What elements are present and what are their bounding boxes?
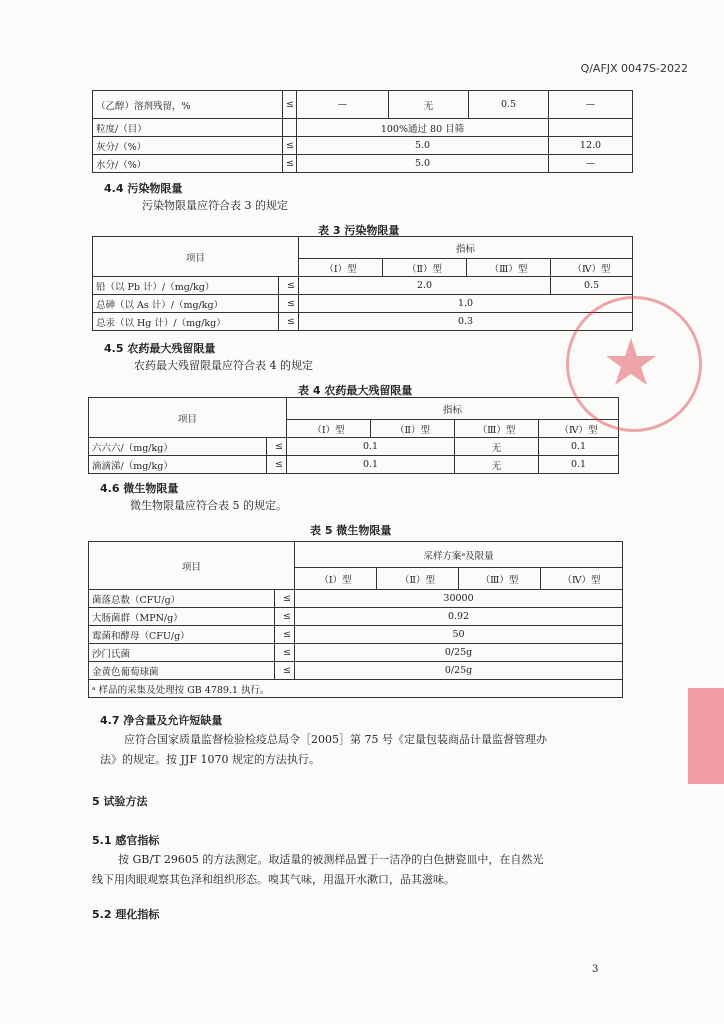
table-caption: 表 3 污染物限量 (318, 224, 400, 237)
row-item: 粒度/（目） (93, 119, 283, 137)
table-row (93, 119, 633, 137)
le-sign: ≤ (279, 313, 299, 331)
type-header: （Ⅲ）型 (455, 420, 539, 438)
row-item: 铅（以 Pb 计）/（mg/kg） (93, 277, 279, 295)
paragraph: 法》的规定。按 JJF 1070 规定的方法执行。 (100, 753, 320, 766)
type-header: （Ⅳ）型 (551, 259, 633, 277)
seal-fragment-icon (688, 688, 724, 784)
section-title: 4.5 农药最大残留限量 (104, 342, 216, 355)
row-item: 霉菌和酵母（CFU/g） (89, 626, 275, 644)
header-item: 项目 (93, 237, 299, 277)
row-item: 六六六/（mg/kg） (89, 438, 267, 456)
table-row (93, 277, 633, 295)
row-item: 大肠菌群（MPN/g） (89, 608, 275, 626)
cell-value: 0.1 (539, 438, 619, 456)
paragraph: 按 GB/T 29605 的方法测定。取适量的被测样品置于一洁净的白色搪瓷皿中，在自然光 (118, 853, 544, 866)
cell-value: 0.5 (469, 91, 549, 119)
le-sign: ≤ (279, 277, 299, 295)
header-item: 项目 (89, 542, 295, 590)
cell-value: 50 (295, 626, 623, 644)
row-item: 沙门氏菌 (89, 644, 275, 662)
row-item: 总汞（以 Hg 计）/（mg/kg） (93, 313, 279, 331)
le-sign: ≤ (279, 295, 299, 313)
cell-value: 12.0 (549, 137, 633, 155)
table-row (89, 644, 623, 662)
cell-value: 5.0 (297, 137, 549, 155)
table-3 (92, 236, 633, 331)
row-item: （乙醇）溶剂残留，% (93, 91, 283, 119)
row-item: 水分/（%） (93, 155, 283, 173)
cell-value: 0/25g (295, 644, 623, 662)
type-header: （Ⅲ）型 (467, 259, 551, 277)
type-header: （Ⅰ）型 (287, 420, 371, 438)
table-row (93, 137, 633, 155)
cell-value: — (549, 155, 633, 173)
top-table (92, 90, 633, 173)
paragraph: 线下用肉眼观察其色泽和组织形态。嗅其气味，用温开水漱口，品其滋味。 (92, 873, 455, 886)
table-row (89, 456, 619, 474)
type-header: （Ⅱ）型 (383, 259, 467, 277)
type-header: （Ⅳ）型 (541, 568, 623, 590)
cell-value: 100%通过 80 目筛 (297, 119, 549, 137)
table-caption: 表 4 农药最大残留限量 (298, 384, 413, 397)
cell-value: 0.1 (287, 438, 455, 456)
header-index: 采样方案ᵃ及限量 (295, 542, 623, 568)
table-5 (88, 541, 623, 698)
cell-value: 0.92 (295, 608, 623, 626)
official-seal-icon (566, 296, 702, 432)
cell-value: 2.0 (299, 277, 551, 295)
table-row (89, 608, 623, 626)
section-title: 4.7 净含量及允许短缺量 (100, 714, 223, 727)
header-item: 项目 (89, 398, 287, 438)
table-row (89, 662, 623, 680)
document-code: Q/AFJX 0047S-2022 (580, 62, 688, 75)
paragraph: 应符合国家质量监督检验检疫总局令［2005］第 75 号《定量包装商品计量监督管理办 (124, 733, 547, 746)
le-sign: ≤ (275, 590, 295, 608)
header-index: 指标 (287, 398, 619, 420)
row-item: 灰分/（%） (93, 137, 283, 155)
table-row (89, 438, 619, 456)
table-row (93, 155, 633, 173)
le-sign: ≤ (267, 456, 287, 474)
table-4 (88, 397, 619, 474)
cell-value: 1.0 (299, 295, 633, 313)
table-note: ᵃ 样品的采集及处理按 GB 4789.1 执行。 (89, 680, 623, 698)
table-row (93, 91, 633, 119)
table-row (89, 626, 623, 644)
table-row (93, 295, 633, 313)
type-header: （Ⅰ）型 (299, 259, 383, 277)
le-sign: ≤ (267, 438, 287, 456)
header-index: 指标 (299, 237, 633, 259)
row-item: 金黄色葡萄球菌 (89, 662, 275, 680)
cell-value: 无 (455, 438, 539, 456)
section-title: 4.4 污染物限量 (104, 182, 183, 195)
type-header: （Ⅱ）型 (377, 568, 459, 590)
section-title: 5 试验方法 (92, 795, 148, 808)
section-title: 4.6 微生物限量 (100, 482, 179, 495)
le-sign: ≤ (283, 91, 297, 119)
cell-value: — (549, 91, 633, 119)
paragraph: 污染物限量应符合表 3 的规定 (142, 199, 288, 212)
row-item: 总砷（以 As 计）/（mg/kg） (93, 295, 279, 313)
le-sign: ≤ (275, 626, 295, 644)
le-sign: ≤ (275, 662, 295, 680)
le-sign: ≤ (275, 608, 295, 626)
cell-value: 0.5 (551, 277, 633, 295)
cell-value: 0/25g (295, 662, 623, 680)
type-header: （Ⅳ）型 (539, 420, 619, 438)
row-item: 菌落总数（CFU/g） (89, 590, 275, 608)
section-title: 5.2 理化指标 (92, 908, 160, 921)
type-header: （Ⅲ）型 (459, 568, 541, 590)
table-row (93, 313, 633, 331)
cell-value: 无 (389, 91, 469, 119)
table-row (89, 590, 623, 608)
cell-value: 0.1 (287, 456, 455, 474)
type-header: （Ⅱ）型 (371, 420, 455, 438)
section-title: 5.1 感官指标 (92, 834, 160, 847)
cell-value: 0.3 (299, 313, 633, 331)
cell-value: — (297, 91, 389, 119)
paragraph: 微生物限量应符合表 5 的规定。 (130, 499, 287, 512)
table-row (89, 680, 623, 698)
page-number: 3 (592, 964, 599, 975)
cell-value: 30000 (295, 590, 623, 608)
le-sign: ≤ (283, 137, 297, 155)
le-sign: ≤ (275, 644, 295, 662)
paragraph: 农药最大残留限量应符合表 4 的规定 (134, 359, 313, 372)
cell-value: 0.1 (539, 456, 619, 474)
table-caption: 表 5 微生物限量 (310, 524, 392, 537)
type-header: （Ⅰ）型 (295, 568, 377, 590)
row-item: 滴滴涕/（mg/kg） (89, 456, 267, 474)
le-sign: ≤ (283, 155, 297, 173)
cell-value: 5.0 (297, 155, 549, 173)
cell-value: 无 (455, 456, 539, 474)
